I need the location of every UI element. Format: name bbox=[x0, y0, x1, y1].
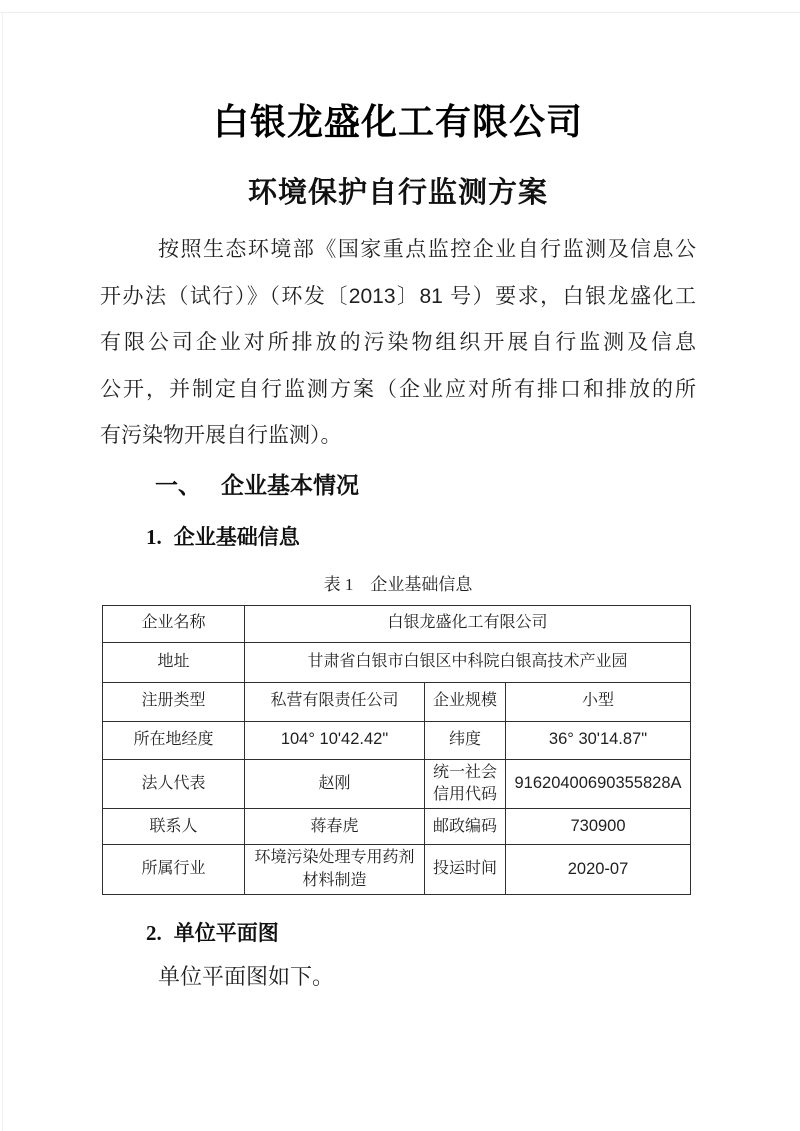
table-row bbox=[103, 721, 691, 759]
cell-label: 邮政编码 bbox=[425, 809, 506, 845]
cell-label: 企业名称 bbox=[103, 605, 245, 642]
intro-line: 公开，并制定自行监测方案（企业应对所有排口和排放的所 bbox=[100, 377, 696, 401]
cell-value: 赵刚 bbox=[245, 759, 425, 809]
closing-paragraph: 单位平面图如下。 bbox=[158, 964, 335, 990]
document-title: 白银龙盛化工有限公司 bbox=[212, 102, 583, 142]
cell-value: 白银龙盛化工有限公司 bbox=[245, 605, 691, 642]
intro-line: 有污染物开展自行监测）。 bbox=[100, 424, 342, 447]
section-heading-company-basic bbox=[155, 467, 696, 500]
cell-label: 地址 bbox=[103, 642, 245, 682]
cell-value: 环境污染处理专用药剂材料制造 bbox=[245, 845, 425, 895]
table-row bbox=[103, 682, 691, 721]
cell-label: 法人代表 bbox=[103, 759, 245, 809]
cell-value: 小型 bbox=[506, 682, 691, 721]
table-row bbox=[103, 759, 691, 809]
table-row bbox=[103, 642, 691, 682]
section-number: 一、 bbox=[155, 471, 201, 498]
cell-value-credit-code: 91620400690355828A bbox=[506, 759, 691, 809]
cell-value-longitude: 104° 10'42.42" bbox=[245, 721, 425, 759]
cell-value-operation-date: 2020-07 bbox=[506, 845, 691, 895]
table-row bbox=[103, 809, 691, 845]
subsection-label: 企业基础信息 bbox=[173, 524, 300, 549]
table-caption: 表 1 企业基础信息 bbox=[323, 574, 473, 594]
cell-value-latitude: 36° 30'14.87" bbox=[506, 721, 691, 759]
subsection-heading-site-plan bbox=[146, 917, 696, 947]
cell-value-postcode: 730900 bbox=[506, 809, 691, 845]
document-subtitle: 环境保护自行监测方案 bbox=[247, 177, 548, 209]
cell-label: 统一社会信用代码 bbox=[425, 759, 506, 809]
cell-value: 甘肃省白银市白银区中科院白银高技术产业园 bbox=[245, 642, 691, 682]
cell-label: 所在地经度 bbox=[103, 721, 245, 759]
subsection-number: 2. bbox=[146, 921, 162, 946]
table-row bbox=[103, 605, 691, 642]
cell-label: 纬度 bbox=[425, 721, 506, 759]
table-row bbox=[103, 845, 691, 895]
cell-value: 私营有限责任公司 bbox=[245, 682, 425, 721]
section-label: 企业基本情况 bbox=[221, 471, 359, 498]
intro-line: 有限公司企业对所排放的污染物组织开展自行监测及信息 bbox=[100, 331, 696, 354]
intro-paragraph bbox=[100, 227, 696, 460]
cell-label: 企业规模 bbox=[425, 682, 506, 721]
cell-label: 投运时间 bbox=[425, 845, 506, 895]
cell-label: 联系人 bbox=[103, 809, 245, 845]
intro-line: 按照生态环境部《国家重点监控企业自行监测及信息公 bbox=[158, 238, 696, 261]
subsection-number: 1. bbox=[146, 524, 162, 549]
subsection-label: 单位平面图 bbox=[173, 921, 279, 946]
subsection-heading-basic-info bbox=[146, 521, 696, 551]
cell-label: 所属行业 bbox=[103, 845, 245, 895]
company-info-table bbox=[102, 605, 691, 896]
intro-line: 开办法（试行）》（环发〔2013〕81 号）要求，白银龙盛化工 bbox=[100, 284, 696, 308]
cell-label: 注册类型 bbox=[103, 682, 245, 721]
cell-value: 蒋春虎 bbox=[245, 809, 425, 845]
